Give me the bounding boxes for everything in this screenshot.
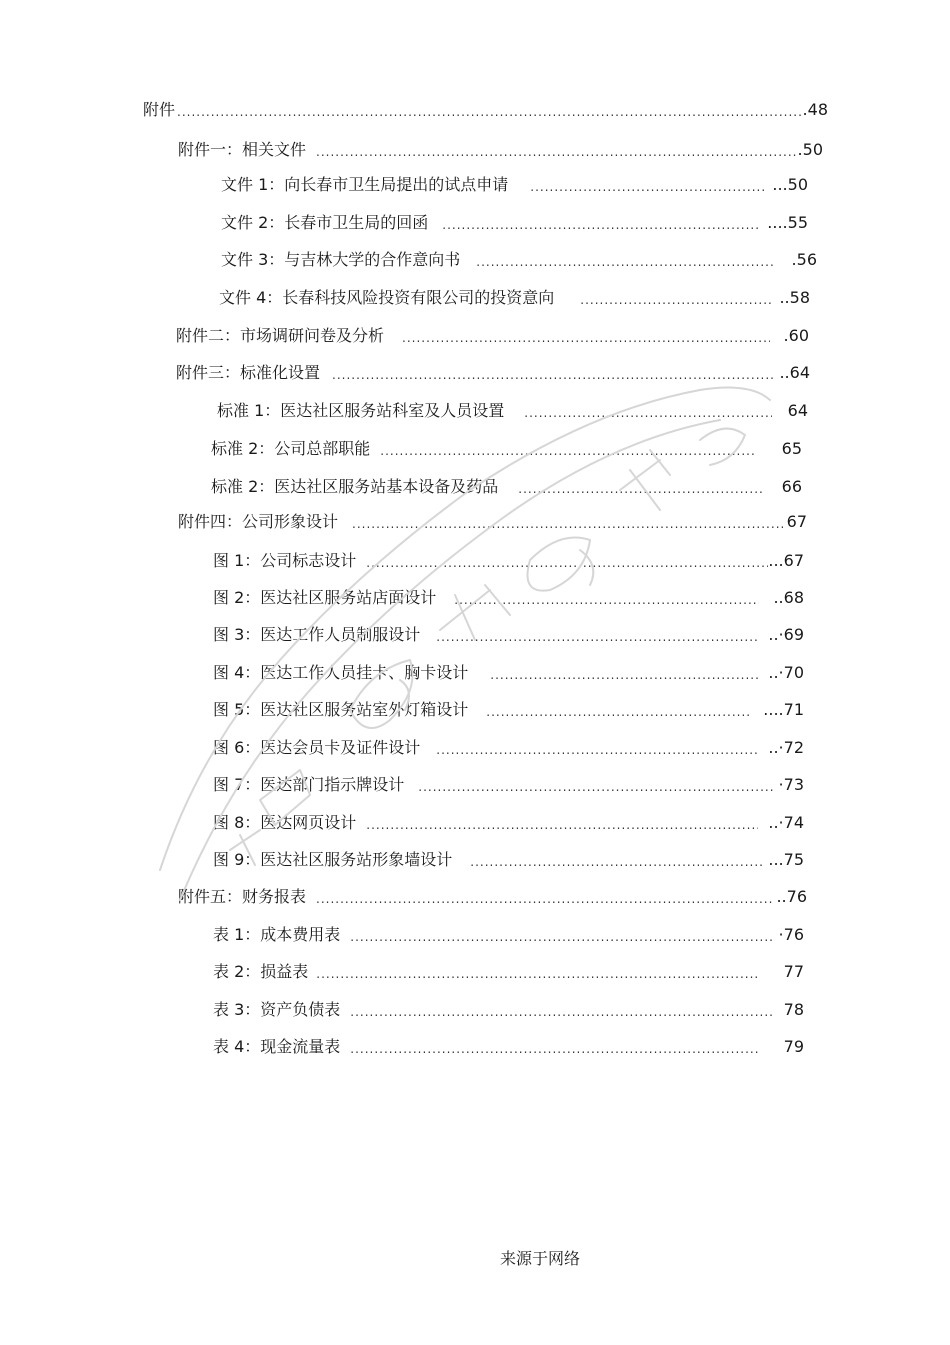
toc-entry[interactable] xyxy=(213,662,804,684)
dot-leader xyxy=(476,249,773,271)
toc-entry-title: 图 1：公司标志设计 xyxy=(213,551,357,570)
dot-leader xyxy=(418,774,772,796)
footer-source-note: 来源于网络 xyxy=(500,1249,581,1268)
toc-entry[interactable] xyxy=(213,849,804,871)
toc-entry-page: ..·72 xyxy=(768,738,804,757)
toc-entry-title: 图 6：医达会员卡及证件设计 xyxy=(213,738,421,757)
toc-entry-page: .56 xyxy=(791,250,817,269)
toc-entry-title: 图 7：医达部门指示牌设计 xyxy=(213,775,405,794)
toc-entry[interactable] xyxy=(213,550,804,572)
toc-entry-page: 66 xyxy=(781,477,802,496)
toc-entry[interactable] xyxy=(213,737,804,759)
toc-entry-title: 表 1：成本费用表 xyxy=(213,925,341,944)
toc-entry[interactable] xyxy=(176,325,809,347)
toc-entry-title: 文件 4：长春科技风险投资有限公司的投资意向 xyxy=(219,288,555,307)
toc-entry-page: ....71 xyxy=(763,700,804,719)
toc-entry-title: 标准 2：医达社区服务站基本设备及药品 xyxy=(211,477,499,496)
dot-leader xyxy=(380,438,755,460)
dot-leader xyxy=(316,961,757,983)
toc-entry[interactable] xyxy=(178,886,807,908)
toc-entry-page: 78 xyxy=(783,1000,804,1019)
toc-entry-page: 64 xyxy=(787,401,808,420)
toc-entry-page: 67 xyxy=(786,512,807,531)
toc-entry-title: 表 3：资产负债表 xyxy=(213,1000,341,1019)
toc-entry[interactable] xyxy=(217,400,808,422)
toc-entry-title: 表 4：现金流量表 xyxy=(213,1037,341,1056)
dot-leader xyxy=(454,587,759,609)
dot-leader xyxy=(442,212,761,234)
toc-entry-page: ..68 xyxy=(773,588,804,607)
toc-entry-title: 标准 2：公司总部职能 xyxy=(211,439,371,458)
dot-leader xyxy=(490,662,758,684)
toc-entry-page: ..64 xyxy=(779,363,810,382)
toc-entry[interactable] xyxy=(221,249,817,271)
dot-leader xyxy=(366,550,768,572)
toc-entry-title: 表 2：损益表 xyxy=(213,962,309,981)
toc-entry[interactable] xyxy=(213,812,804,834)
toc-entry-page: .60 xyxy=(783,326,809,345)
dot-leader xyxy=(316,886,772,908)
toc-entry[interactable] xyxy=(213,699,804,721)
toc-entry[interactable] xyxy=(211,476,802,498)
toc-entry[interactable] xyxy=(213,924,804,946)
toc-entry[interactable] xyxy=(178,139,823,161)
dot-leader xyxy=(436,737,758,759)
dot-leader xyxy=(402,325,770,347)
toc-entry[interactable] xyxy=(213,961,804,983)
toc-entry-page: ..·69 xyxy=(768,625,804,644)
dot-leader xyxy=(350,1036,757,1058)
toc-entry[interactable] xyxy=(213,774,804,796)
dot-leader xyxy=(366,812,758,834)
toc-entry-page: ·76 xyxy=(778,925,804,944)
toc-entry-page: ...50 xyxy=(772,175,808,194)
dot-leader xyxy=(518,476,761,498)
toc-entry-page: .48 xyxy=(802,100,828,119)
toc-entry-title: 图 9：医达社区服务站形象墙设计 xyxy=(213,850,453,869)
toc-entry[interactable] xyxy=(213,587,804,609)
toc-entry[interactable] xyxy=(221,174,808,196)
dot-leader xyxy=(486,699,749,721)
toc-entry-title: 图 8：医达网页设计 xyxy=(213,813,357,832)
toc-entry-title: 附件二：市场调研问卷及分析 xyxy=(176,326,385,345)
toc-entry-title: 附件五：财务报表 xyxy=(178,887,307,906)
toc-entry-title: 文件 1：向长春市卫生局提出的试点申请 xyxy=(221,175,509,194)
dot-leader xyxy=(352,511,783,533)
dot-leader xyxy=(580,287,773,309)
toc-entry-title: 图 2：医达社区服务站店面设计 xyxy=(213,588,437,607)
toc-entry[interactable] xyxy=(221,212,808,234)
toc-entry-title: 图 5：医达社区服务站室外灯箱设计 xyxy=(213,700,469,719)
toc-entry[interactable] xyxy=(213,999,804,1021)
toc-entry-title: 标准 1：医达社区服务站科室及人员设置 xyxy=(217,401,505,420)
toc-entry[interactable] xyxy=(178,511,807,533)
toc-entry-page: 65 xyxy=(781,439,802,458)
toc-entry-page: ...67 xyxy=(768,551,804,570)
dot-leader xyxy=(332,362,773,384)
toc-entry-page: ..·70 xyxy=(768,663,804,682)
dot-leader xyxy=(436,624,758,646)
toc-entry-title: 附件四：公司形象设计 xyxy=(178,512,339,531)
dot-leader xyxy=(350,924,774,946)
toc-entry-page: ....55 xyxy=(767,213,808,232)
toc-entry[interactable] xyxy=(213,624,804,646)
dot-leader xyxy=(350,999,773,1021)
toc-entry-page: .50 xyxy=(797,140,823,159)
toc-entry[interactable] xyxy=(211,438,802,460)
toc-entry[interactable] xyxy=(176,362,810,384)
toc-entry[interactable] xyxy=(143,99,828,121)
toc-entry[interactable] xyxy=(219,287,810,309)
toc-entry-page: 79 xyxy=(783,1037,804,1056)
toc-entry-page: ...75 xyxy=(768,850,804,869)
toc-entry-page: ..·74 xyxy=(768,813,804,832)
toc-entry-page: ..58 xyxy=(779,288,810,307)
dot-leader xyxy=(530,174,766,196)
toc-entry-title: 附件三：标准化设置 xyxy=(176,363,321,382)
toc-entry-title: 图 4：医达工作人员挂卡、胸卡设计 xyxy=(213,663,469,682)
toc-entry-title: 附件一：相关文件 xyxy=(178,140,307,159)
toc-entry[interactable] xyxy=(213,1036,804,1058)
toc-entry-title: 图 3：医达工作人员制服设计 xyxy=(213,625,421,644)
toc-entry-title: 文件 3：与吉林大学的合作意向书 xyxy=(221,250,461,269)
dot-leader xyxy=(470,849,762,871)
dot-leader xyxy=(177,99,803,121)
dot-leader xyxy=(524,400,771,422)
toc-entry-page: ·73 xyxy=(778,775,804,794)
toc-entry-page: 77 xyxy=(783,962,804,981)
toc-entry-title: 文件 2：长春市卫生局的回函 xyxy=(221,213,429,232)
dot-leader xyxy=(316,139,798,161)
toc-entry-page: ..76 xyxy=(776,887,807,906)
toc-entry-title: 附件 xyxy=(143,100,176,119)
